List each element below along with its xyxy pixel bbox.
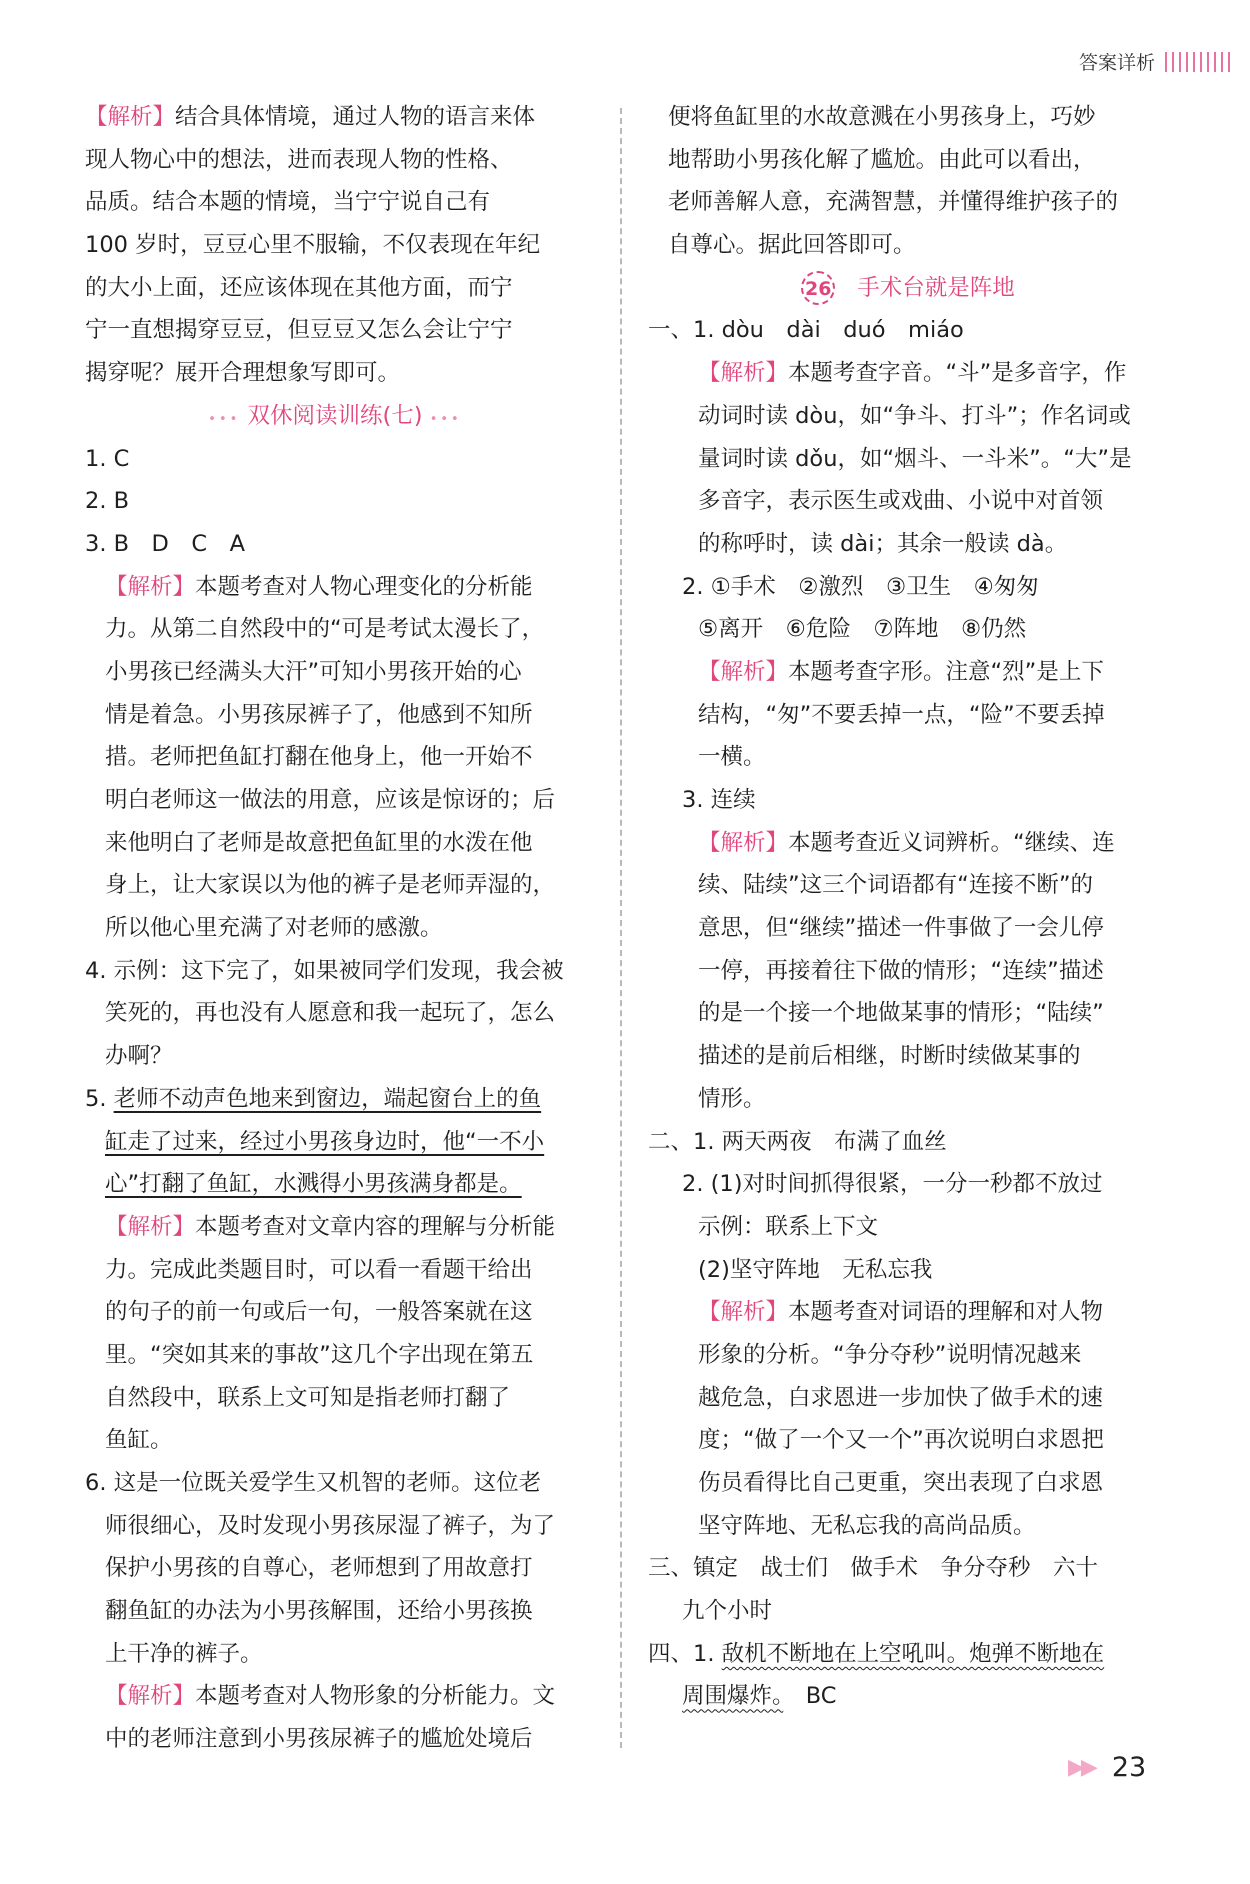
analysis-line: 描述的是前后相继，时断时续做某事的 — [698, 1043, 1081, 1070]
answer-section-4: 四、1. 敌机不断地在上空吼叫。炮弹不断地在 — [648, 1640, 1105, 1667]
analysis-line: 的称呼时，读 dài；其余一般读 dà。 — [698, 530, 1068, 557]
analysis-line: 身上，让大家误以为他的裤子是老师弄湿的， — [105, 872, 556, 899]
analysis-line: 里。“突如其来的事故”这几个字出现在第五 — [105, 1341, 534, 1368]
answer-line: 示例：联系上下文 — [698, 1213, 879, 1240]
analysis-line: 结构，“匆”不要丢掉一点，“险”不要丢掉 — [698, 701, 1105, 728]
answer-5: 5. 老师不动声色地来到窗边，端起窗台上的鱼 — [85, 1085, 542, 1112]
right-column — [648, 96, 1168, 1718]
answer-line: 翻鱼缸的办法为小男孩解围，还给小男孩换 — [105, 1598, 533, 1625]
analysis-line: 小男孩已经满头大汗”可知小男孩开始的心 — [105, 658, 522, 685]
text-line: 便将鱼缸里的水故意溅在小男孩身上，巧妙 — [668, 104, 1096, 130]
analysis-line: 情是着急。小男孩尿裤子了，他感到不知所 — [105, 701, 533, 728]
analysis-line: 来他明白了老师是故意把鱼缸里的水泼在他 — [105, 829, 533, 856]
text-line: 宁一直想揭穿豆豆，但豆豆又怎么会让宁宁 — [85, 317, 513, 344]
page-footer — [1068, 1752, 1146, 1783]
analysis-line: 伤员看得比自己更重，突出表现了白求恩 — [698, 1470, 1104, 1496]
analysis-line: 措。老师把鱼缸打翻在他身上，他一开始不 — [105, 744, 533, 771]
answer-line: (2)坚守阵地 无私忘我 — [698, 1256, 933, 1283]
analysis-line: 量词时读 dǒu，如“烟斗、一斗米”。“大”是 — [698, 445, 1132, 472]
left-column — [85, 96, 585, 1761]
answer-line: 2. (1)对时间抓得很紧，一分一秒都不放过 — [682, 1171, 1103, 1198]
lesson-number-badge: 26 — [801, 271, 835, 305]
analysis-line: 力。从第二自然段中的“可是考试太漫长了， — [105, 616, 545, 643]
text-line: 地帮助小男孩化解了尴尬。由此可以看出， — [668, 146, 1096, 173]
analysis-line: 【解析】本题考查对词语的理解和对人物 — [698, 1299, 1104, 1326]
answer-line: 心”打翻了鱼缸，水溅得小男孩满身都是。 — [105, 1171, 522, 1198]
analysis-line: 【解析】本题考查字形。注意“烈”是上下 — [698, 658, 1104, 685]
analysis-line: 坚守阵地、无私忘我的高尚品质。 — [698, 1512, 1036, 1539]
header-stripes — [1165, 52, 1230, 72]
analysis-line: 续、陆续”这三个词语都有“连接不断”的 — [698, 872, 1093, 899]
answer-section-1: 一、1. dòu dài duó miáo — [648, 317, 964, 344]
analysis-line: 【解析】本题考查字音。“斗”是多音字，作 — [698, 360, 1127, 387]
page-number: 23 — [1111, 1752, 1147, 1783]
answer-line: 师很细心，及时发现小男孩尿湿了裤子，为了 — [105, 1512, 556, 1539]
answer-3: 3. B D C A — [85, 530, 245, 557]
analysis-line: 形象的分析。“争分夺秒”说明情况越来 — [698, 1341, 1082, 1368]
analysis-line: 【解析】本题考查对人物形象的分析能力。文 — [105, 1683, 556, 1710]
column-divider — [620, 108, 622, 1748]
dots-decoration: ••• — [429, 411, 462, 427]
text-line: 老师善解人意，充满智慧，并懂得维护孩子的 — [668, 189, 1119, 216]
answer-line: ⑤离开 ⑥危险 ⑦阵地 ⑧仍然 — [698, 616, 1027, 643]
answer-line: 九个小时 — [682, 1598, 773, 1625]
answer-line: 2. ①手术 ②激烈 ③卫生 ④匆匆 — [682, 573, 1039, 600]
analysis-line: 【解析】本题考查对文章内容的理解与分析能 — [105, 1213, 556, 1240]
analysis-line: 一横。 — [698, 744, 766, 771]
analysis-line: 情形。 — [698, 1085, 766, 1112]
analysis-line: 自然段中，联系上文可知是指老师打翻了 — [105, 1384, 511, 1411]
answer-1: 1. C — [85, 445, 130, 472]
analysis-line: 度；“做了一个又一个”再次说明白求恩把 — [698, 1427, 1104, 1454]
header-title: 答案详析 — [1078, 52, 1155, 74]
analysis-line: 【解析】本题考查对人物心理变化的分析能 — [105, 573, 533, 600]
analysis-line: 的是一个接一个地做某事的情形；“陆续” — [698, 1000, 1104, 1027]
dots-decoration: ••• — [208, 411, 241, 427]
answer-2: 2. B — [85, 488, 130, 515]
text-line: 100 岁时，豆豆心里不服输，不仅表现在年纪 — [85, 232, 541, 259]
analysis-line: 越危急，白求恩进一步加快了做手术的速 — [698, 1384, 1104, 1411]
answer-line: 3. 连续 — [682, 787, 756, 813]
section-title-reading: ••• 双休阅读训练(七) ••• — [208, 402, 462, 429]
text-line: 品质。结合本题的情境，当宁宁说自己有 — [85, 189, 491, 216]
analysis-line: 所以他心里充满了对老师的感激。 — [105, 915, 443, 942]
page-header — [1079, 48, 1230, 75]
analysis-line: 【解析】本题考查近义词辨析。“继续、连 — [698, 829, 1115, 856]
answer-section-2: 二、1. 两天两夜 布满了血丝 — [648, 1128, 947, 1155]
answer-6: 6. 这是一位既关爱学生又机智的老师。这位老 — [85, 1470, 542, 1496]
analysis-line: 明白老师这一做法的用意，应该是惊讶的；后 — [105, 787, 556, 813]
analysis-line: 的句子的前一句或后一句，一般答案就在这 — [105, 1299, 533, 1326]
text-line: 自尊心。据此回答即可。 — [668, 232, 916, 259]
analysis-line: 意思，但“继续”描述一件事做了一会儿停 — [698, 915, 1104, 942]
answer-line: 笑死的，再也没有人愿意和我一起玩了，怎么 — [105, 1000, 556, 1027]
text-line: 【解析】结合具体情境，通过人物的语言来体 — [85, 104, 536, 130]
answer-line: 缸走了过来，经过小男孩身边时，他“一不小 — [105, 1128, 545, 1155]
analysis-line: 一停，再接着往下做的情形；“连续”描述 — [698, 957, 1104, 984]
analysis-line: 动词时读 dòu，如“争斗、打斗”；作名词或 — [698, 402, 1131, 429]
arrow-decoration-icon: ▶▶ — [1068, 1755, 1094, 1780]
text-line: 现人物心中的想法，进而表现人物的性格、 — [85, 146, 513, 173]
answer-line: 办啊？ — [105, 1043, 173, 1070]
analysis-line: 中的老师注意到小男孩尿裤子的尴尬处境后 — [105, 1726, 533, 1753]
answer-line: 上干净的裤子。 — [105, 1640, 263, 1667]
analysis-line: 鱼缸。 — [105, 1427, 173, 1454]
answer-section-3: 三、镇定 战士们 做手术 争分夺秒 六十 — [648, 1555, 1099, 1582]
answer-line: 保护小男孩的自尊心，老师想到了用故意打 — [105, 1555, 533, 1582]
analysis-line: 多音字，表示医生或戏曲、小说中对首领 — [698, 488, 1104, 515]
answer-4: 4. 示例：这下完了，如果被同学们发现，我会被 — [85, 957, 564, 984]
analysis-line: 力。完成此类题目时，可以看一看题干给出 — [105, 1256, 533, 1283]
text-line: 揭穿呢？展开合理想象写即可。 — [85, 360, 401, 387]
text-line: 的大小上面，还应该体现在其他方面，而宁 — [85, 274, 513, 301]
section-title-lesson: 26 手术台就是阵地 — [648, 267, 1168, 310]
answer-line: 周围爆炸。 BC — [682, 1683, 837, 1710]
